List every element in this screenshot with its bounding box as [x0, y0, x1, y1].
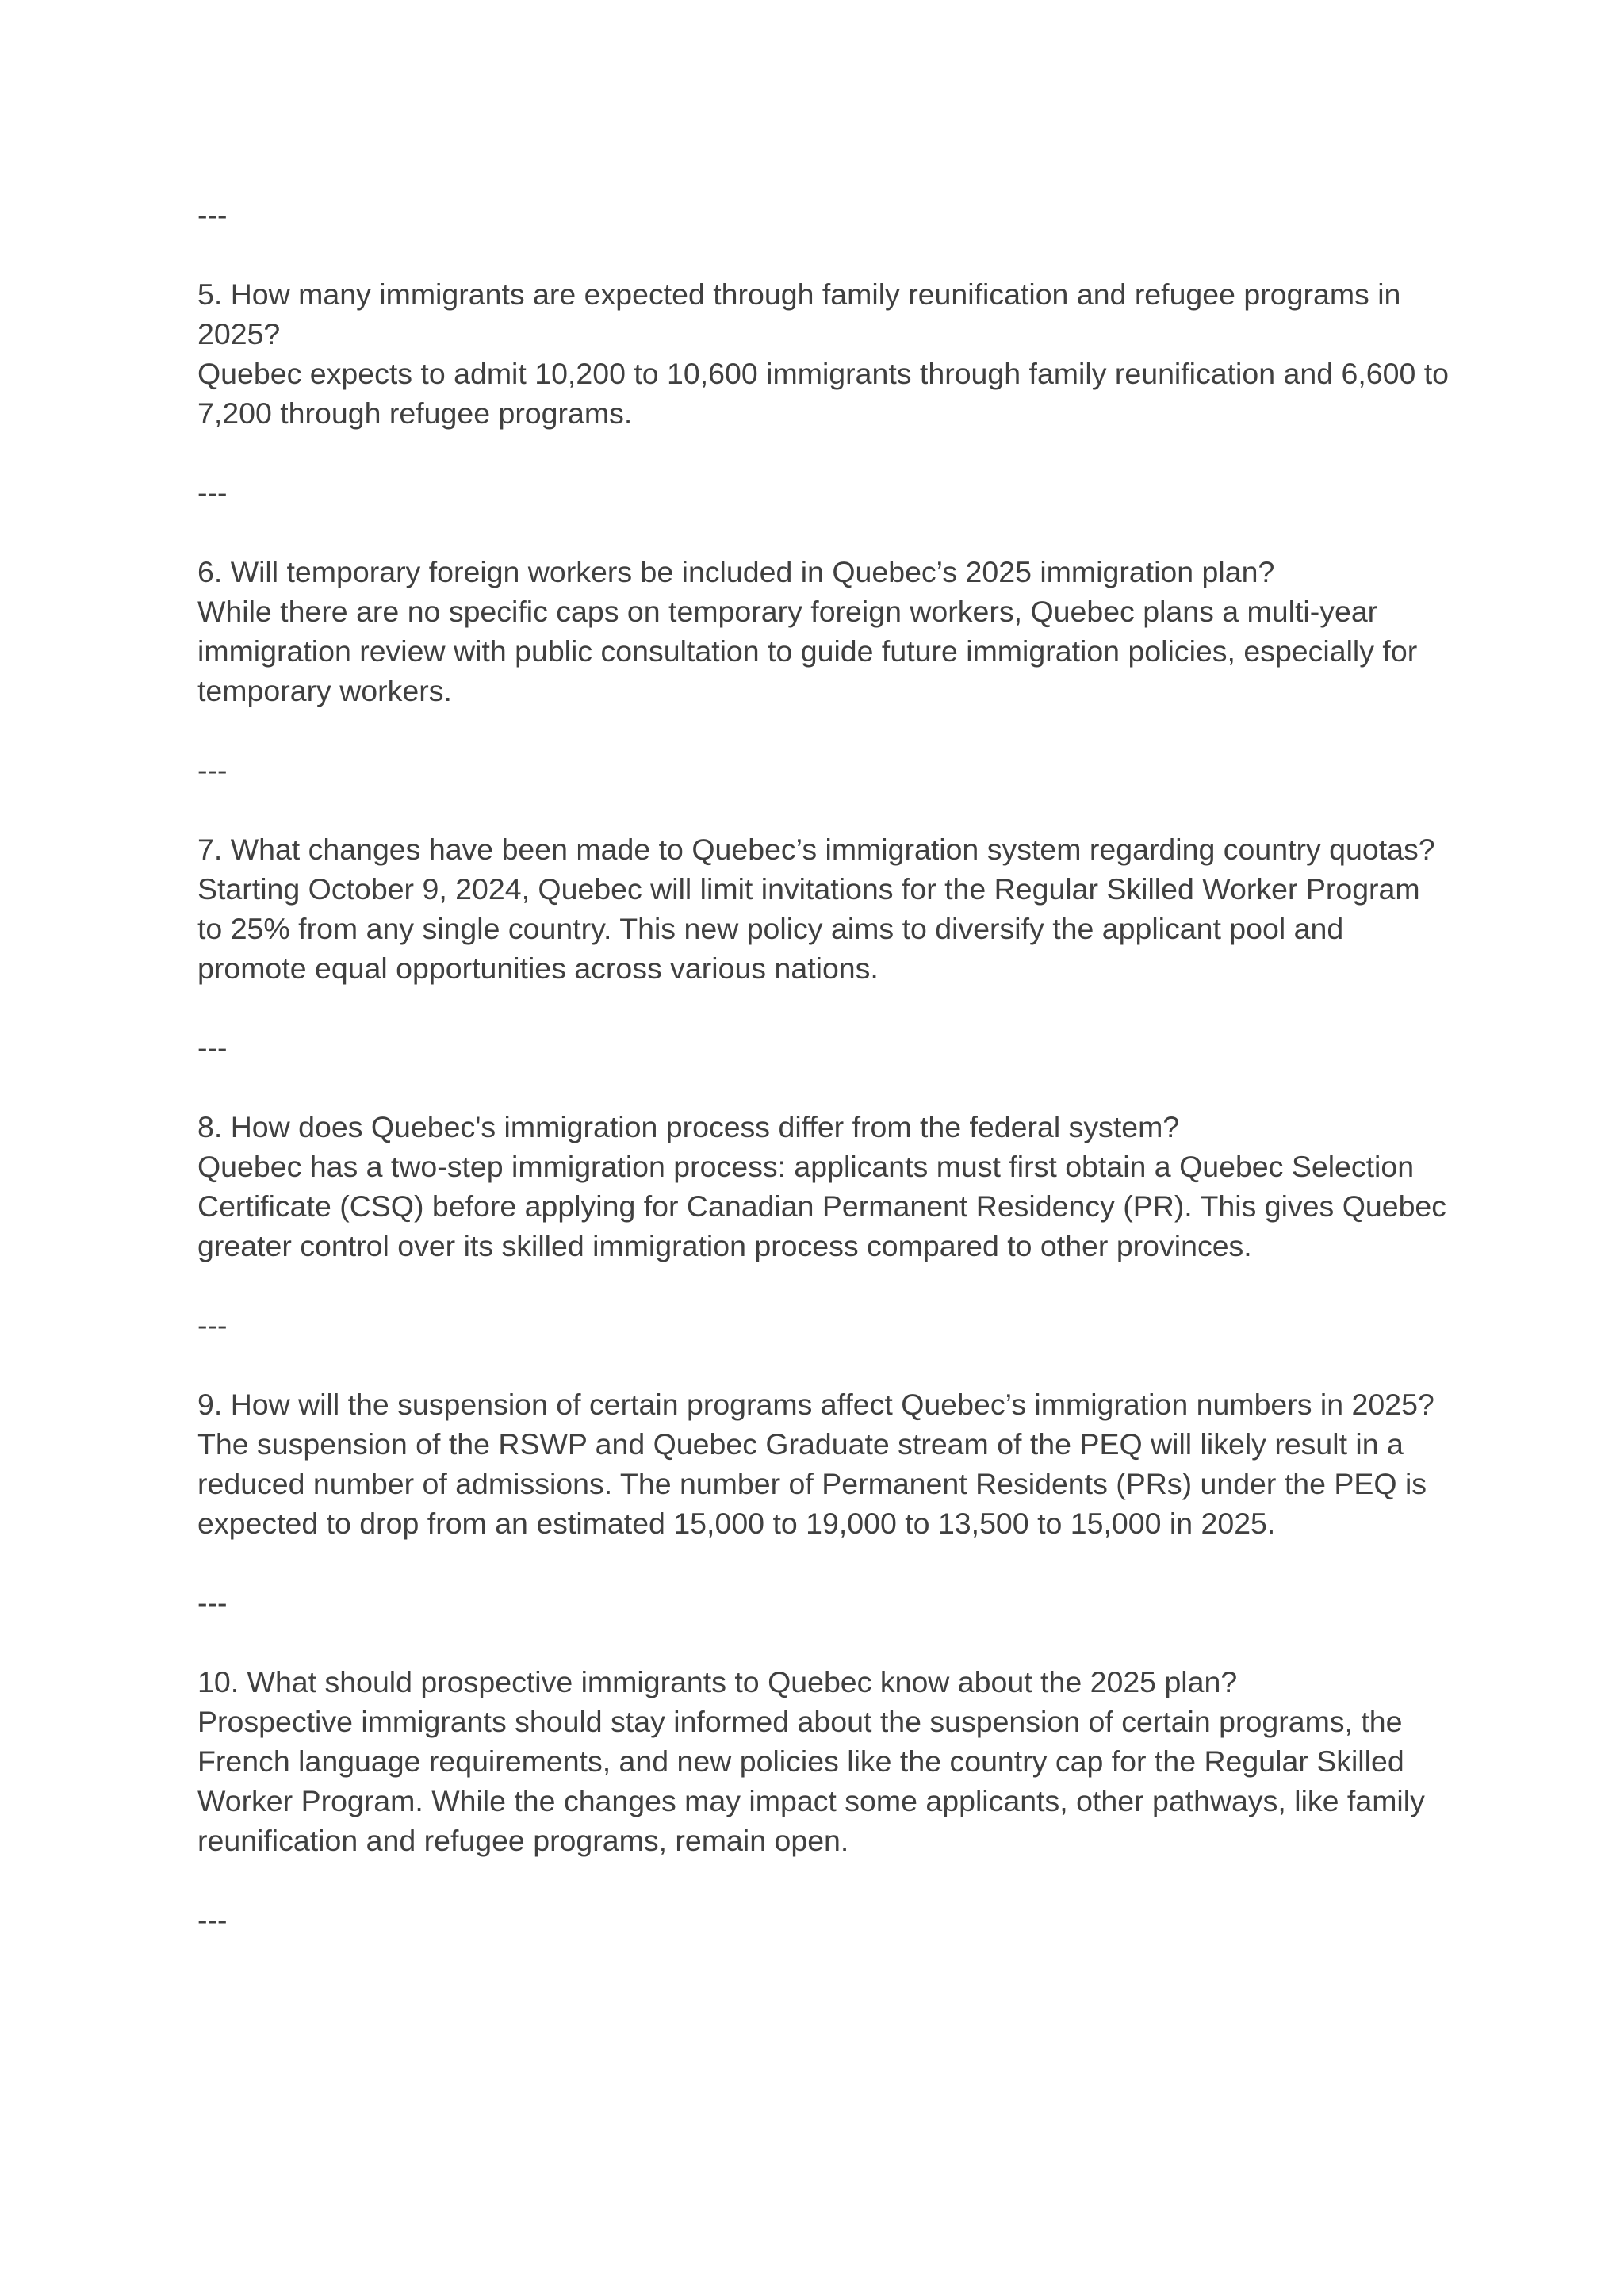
separator: ---: [197, 753, 228, 787]
faq-answer: While there are no specific caps on temporary foreign workers, Quebec plans a multi-year immigration review with public consultation to guide future immigration policies, especially for temporary workers.: [197, 595, 1418, 707]
separator: ---: [197, 1031, 228, 1064]
faq-question: 8. How does Quebec's immigration process differ from the federal system?: [197, 1110, 1180, 1143]
faq-item-10: [197, 1662, 1450, 1860]
faq-question: 5. How many immigrants are expected through family reunification and refugee programs in 2025?: [197, 278, 1401, 350]
separator: ---: [197, 1586, 228, 1619]
faq-question: 7. What changes have been made to Quebec’s immigration system regarding country quotas?: [197, 833, 1435, 866]
faq-item-5: [197, 274, 1450, 433]
faq-answer: Starting October 9, 2024, Quebec will limit invitations for the Regular Skilled Worker Program to 25% from any single country. This new policy aims to diversify the applicant pool and promote equal opportunities across various nations.: [197, 872, 1420, 985]
document-body: [197, 195, 1450, 1940]
separator: ---: [197, 476, 228, 509]
faq-item-8: [197, 1107, 1450, 1266]
separator: ---: [197, 1903, 228, 1936]
faq-item-9: [197, 1384, 1450, 1543]
faq-item-7: [197, 829, 1450, 988]
faq-answer: Quebec expects to admit 10,200 to 10,600 immigrants through family reunification and 6,600 to 7,200 through refugee programs.: [197, 357, 1450, 430]
faq-item-6: [197, 552, 1450, 710]
faq-question: 9. How will the suspension of certain programs affect Quebec’s immigration numbers in 2025?: [197, 1388, 1434, 1421]
faq-answer: Prospective immigrants should stay informed about the suspension of certain programs, the French language requirements, and new policies like the country cap for the Regular Skilled Worker Program. While the changes may impact some applicants, other pathways, like family reunification and refugee programs, remain open.: [197, 1705, 1425, 1857]
faq-answer: The suspension of the RSWP and Quebec Graduate stream of the PEQ will likely result in a reduced number of admissions. The number of Permanent Residents (PRs) under the PEQ is expected to drop from an estimated 15,000 to 19,000 to 13,500 to 15,000 in 2025.: [197, 1427, 1427, 1540]
faq-question: 6. Will temporary foreign workers be included in Quebec’s 2025 immigration plan?: [197, 555, 1275, 588]
faq-question: 10. What should prospective immigrants to Quebec know about the 2025 plan?: [197, 1665, 1238, 1698]
faq-answer: Quebec has a two-step immigration process: applicants must first obtain a Quebec Selection Certificate (CSQ) before applying for Canadian Permanent Residency (PR). This gives Quebec greater control over its skilled immigration process compared to other provinces.: [197, 1150, 1447, 1262]
separator: ---: [197, 198, 228, 232]
separator: ---: [197, 1308, 228, 1342]
